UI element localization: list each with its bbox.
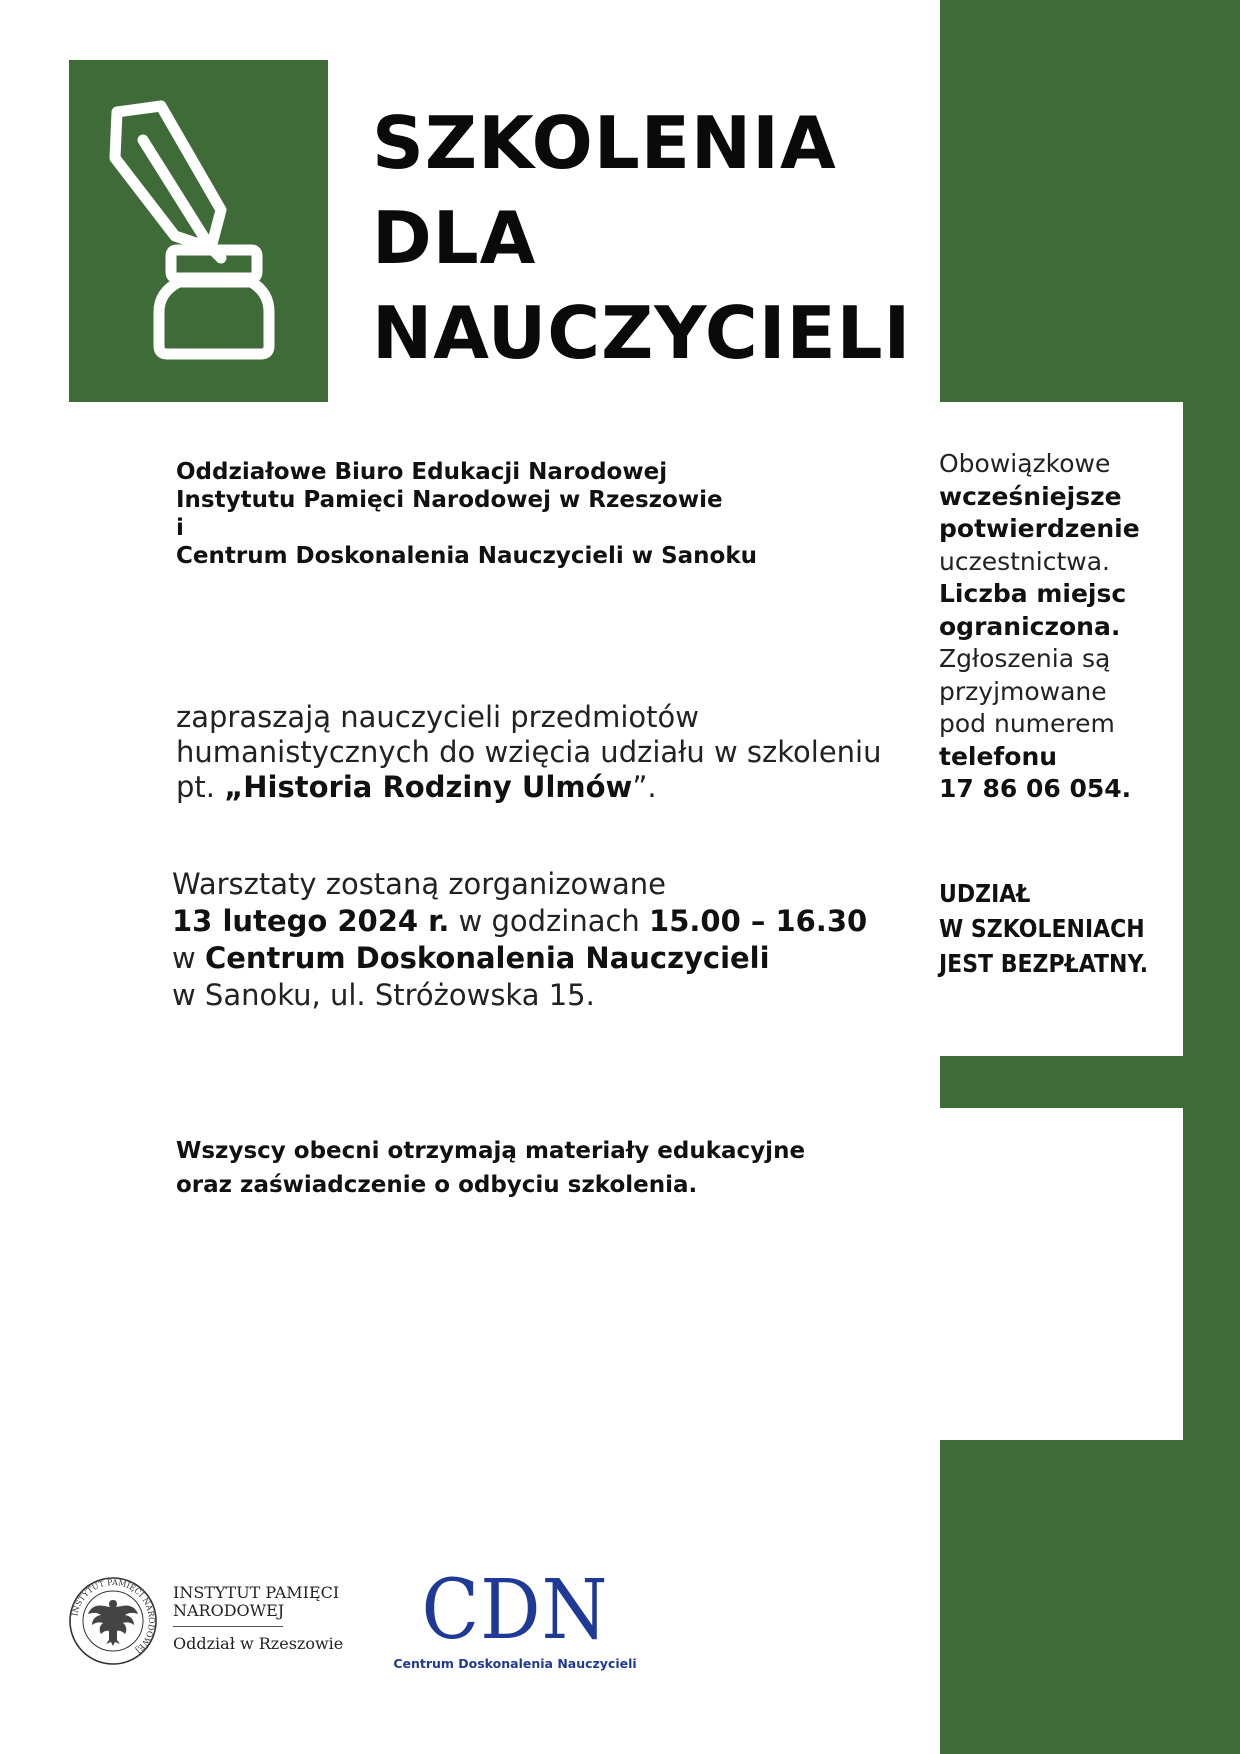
hours-prefix: w godzinach <box>449 904 650 938</box>
organizers <box>176 458 896 570</box>
title-line: SZKOLENIA <box>372 101 837 185</box>
workshop-details <box>172 866 892 1014</box>
side-line: Liczba miejsc <box>939 579 1127 608</box>
cdn-name: Centrum Doskonalenia Nauczycieli <box>393 1656 637 1671</box>
green-panel-bottom <box>940 1440 1240 1754</box>
cdn-logo <box>390 1563 640 1671</box>
materials-line: Wszyscy obecni otrzymają materiały edukacyjne <box>176 1138 806 1164</box>
side-line: pod numerem <box>939 709 1115 738</box>
ipn-name-line: INSTYTUT PAMIĘCI <box>173 1583 340 1602</box>
ipn-logo-text <box>173 1584 343 1653</box>
free-line: UDZIAŁ <box>939 879 1031 908</box>
cdn-mark: CDN <box>421 1563 609 1658</box>
workshop-intro: Warsztaty zostaną zorganizowane <box>172 867 666 901</box>
organizer-line: i <box>176 515 184 541</box>
side-line: Obowiązkowe <box>939 449 1111 478</box>
training-title: „Historia Rodziny Ulmów <box>224 770 633 804</box>
seal-text: INSTYTUT PAMIĘCI NARODOWEJ <box>70 1577 157 1656</box>
side-line: uczestnictwa. <box>939 546 1110 576</box>
side-line: potwierdzenie <box>939 514 1140 543</box>
invitation-line: humanistycznych do wzięcia udziału w szkoleniu <box>176 735 882 769</box>
ipn-name-line: NARODOWEJ <box>173 1601 285 1620</box>
invitation-text <box>176 700 896 805</box>
ipn-divider <box>173 1626 283 1627</box>
side-line: przyjmowane <box>939 676 1107 706</box>
pen-and-inkwell-icon <box>69 60 328 402</box>
organizer-line: Instytutu Pamięci Narodowej w Rzeszowie <box>176 487 723 513</box>
invitation-suffix: ”. <box>632 770 657 804</box>
free-line: JEST BEZPŁATNY. <box>939 949 1149 978</box>
side-line: telefonu <box>939 741 1058 771</box>
invitation-prefix: pt. <box>176 770 225 804</box>
title-line: DLA <box>372 196 537 280</box>
venue-prefix: w <box>172 941 205 975</box>
side-line: ograniczona. <box>939 611 1121 641</box>
workshop-date-line <box>172 903 892 940</box>
logo-box <box>69 60 328 402</box>
organizer-line: Oddziałowe Biuro Edukacji Narodowej <box>176 459 668 485</box>
workshop-hours: 15.00 – 16.30 <box>649 904 868 938</box>
workshop-date: 13 lutego 2024 r. <box>172 904 450 938</box>
ipn-branch: Oddział w Rzeszowie <box>173 1634 344 1653</box>
page-title <box>372 96 911 381</box>
title-line: NAUCZYCIELI <box>372 291 912 375</box>
free-line: W SZKOLENIACH <box>939 914 1145 943</box>
free-participation-notice <box>939 876 1150 981</box>
green-panel-middle <box>940 1056 1240 1108</box>
organizer-line: Centrum Doskonalenia Nauczycieli w Sanoku <box>176 543 757 569</box>
materials-line: oraz zaświadczenie o odbyciu szkolenia. <box>176 1172 698 1198</box>
workshop-venue-line <box>172 940 892 977</box>
side-line: wcześniejsze <box>939 481 1122 511</box>
materials-notice <box>176 1134 896 1202</box>
side-line: Zgłoszenia są <box>939 644 1111 673</box>
registration-info <box>939 448 1179 806</box>
workshop-address: w Sanoku, ul. Stróżowska 15. <box>172 978 595 1012</box>
workshop-venue: Centrum Doskonalenia Nauczycieli <box>204 941 770 975</box>
eagle-seal-icon <box>68 1576 158 1666</box>
invitation-line: zapraszają nauczycieli przedmiotów <box>176 700 699 734</box>
phone-number: 17 86 06 054. <box>939 774 1132 803</box>
